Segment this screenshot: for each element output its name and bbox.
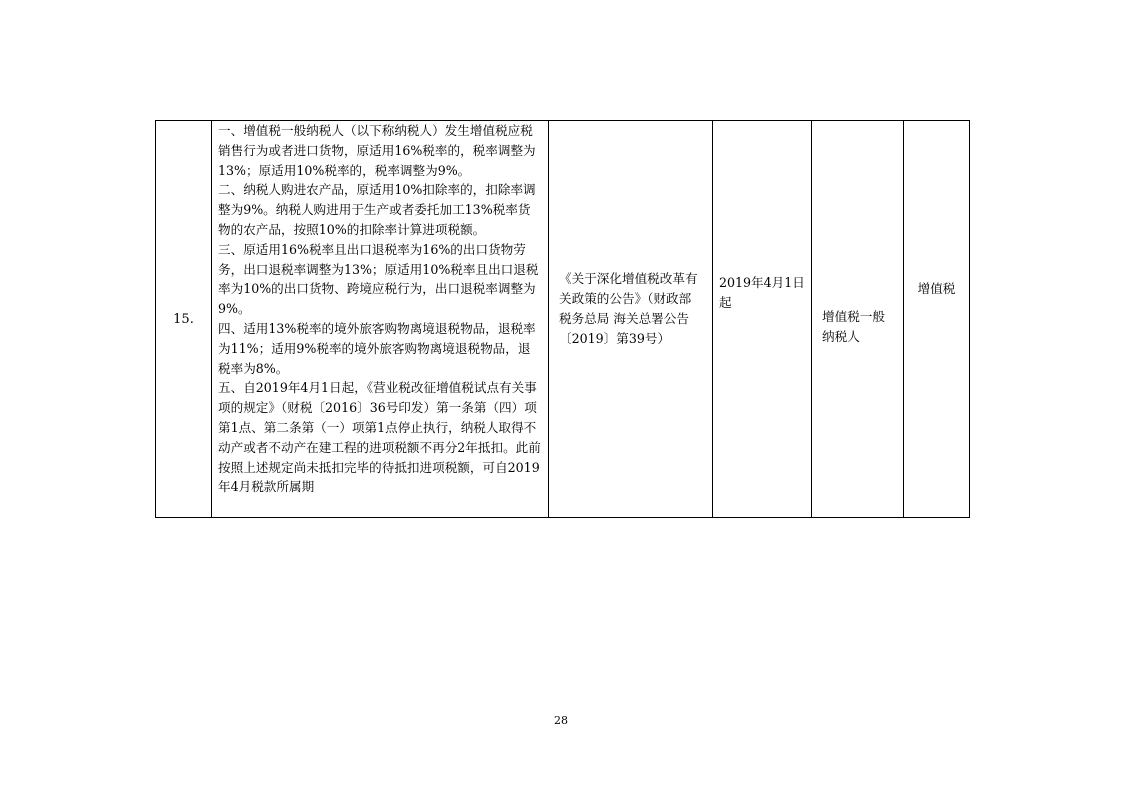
tax-type: 增值税 bbox=[917, 281, 956, 296]
page-number: 28 bbox=[554, 714, 568, 727]
effective-date: 2019年4月1日起 bbox=[719, 275, 805, 310]
policy-paragraph: 二、纳税人购进农产品，原适用10%扣除率的，扣除率调整为9%。纳税人购进用于生产或者委托加工13%税率货物的农产品，按照10%的扣除率计算进项税额。 bbox=[218, 182, 536, 237]
policy-content-cell bbox=[212, 121, 549, 518]
row-number: 15. bbox=[173, 311, 194, 327]
policy-paragraph: 四、适用13%税率的境外旅客购物离境退税物品，退税率为11%；适用9%税率的境外旅客购物离境退税物品，退税率为8%。 bbox=[218, 320, 536, 376]
tax-type-cell bbox=[904, 121, 970, 518]
policy-paragraph: 三、原适用16%税率且出口退税率为16%的出口货物劳务，出口退税率调整为13%；原适用10%税率且出口退税率为10%的出口货物、跨境应税行为，出口退税率调整为9%。 bbox=[218, 241, 539, 317]
table-row bbox=[156, 121, 970, 518]
row-number-cell bbox=[156, 121, 212, 518]
policy-content bbox=[212, 121, 548, 517]
effective-date-cell bbox=[713, 121, 812, 518]
policy-paragraph: 五、自2019年4月1日起，《营业税改征增值税试点有关事项的规定》（财税〔2016〕36号印发）第一条第（四）项第1点、第二条第（一）项第1点停止执行，纳税人取得不动产或者不动产在建工程的进项税额不再分2年抵扣。此前按照上述规定尚未抵扣完毕的待抵扣进项税额，可自2019年4月税款所属期 bbox=[218, 380, 541, 495]
document-reference-cell bbox=[549, 121, 713, 518]
tax-policy-table bbox=[155, 120, 970, 518]
policy-paragraph: 一、增值税一般纳税人（以下称纳税人）发生增值税应税销售行为或者进口货物，原适用16%税率的，税率调整为13%；原适用10%税率的，税率调整为9%。 bbox=[218, 123, 536, 178]
applicable-subject-cell bbox=[812, 121, 904, 518]
document-reference: 《关于深化增值税改革有关政策的公告》（财政部 税务总局 海关总署公告〔2019〕第39号） bbox=[559, 271, 698, 346]
applicable-subject: 增值税一般纳税人 bbox=[822, 309, 885, 344]
